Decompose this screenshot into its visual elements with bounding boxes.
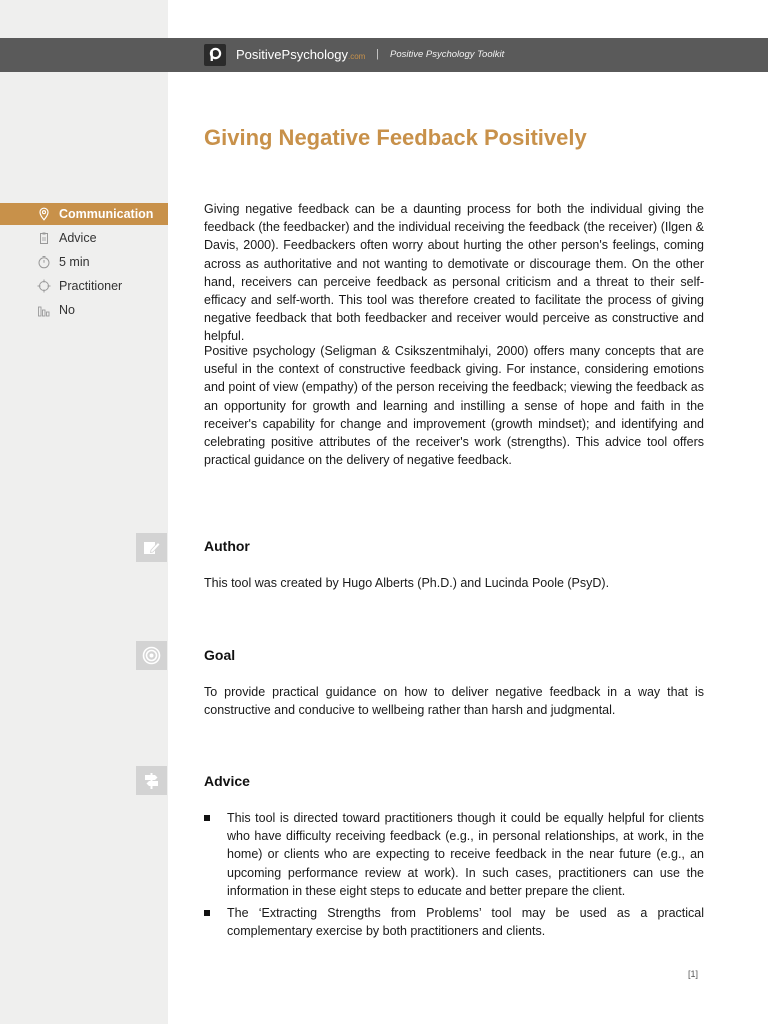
signpost-icon [136,766,167,795]
positivepsychology-logo-icon [204,44,226,66]
bullet-square-icon [204,815,210,821]
page-number: [1] [688,969,699,979]
advice-item-text: The ‘Extracting Strengths from Problems’ tool may be used as a practical complementary exercise by both practitioners and clients. [227,906,704,939]
intro-paragraph-1: Giving negative feedback can be a daunting process for both the individual giving the feedback (the feedbacker) and the individual receiving the feedback (the receiver) (Ilgen & Davis, 2000). Feedbackers often worry about hurting the other person's feelings, coming across as authoritative and not wanting to demotivate or discourage them. On the other hand, receivers can perceive feedback as personal criticism and a threat to their self-efficacy and self-worth. This tool was therefore created to facilitate the process of giving negative feedback that both feedbacker and receiver would perceive as constructive and helpful. [204,202,704,344]
brand-name [236,47,365,62]
intro-paragraph-2: Positive psychology (Seligman & Csikszentmihalyi, 2000) offers many concepts that are useful in the context of constructive feedback giving. For instance, considering emotions and point of view (empathy) of the person receiving the feedback; viewing the feedback as an opportunity for growth and learning and instilling a sense of hope and faith in the receiver's capability for change and improvement (growth mindset); and identifying and celebrating positive attributes of the receiver's work (strengths). This advice tool offers practical guidance on the delivery of negative feedback. [204,344,704,468]
goal-text: To provide practical guidance on how to deliver negative feedback in a way that is constructive and conducive to wellbeing rather than harsh and judgmental. [204,685,704,718]
header-separator: | [376,48,379,60]
meta-item-type [0,227,168,249]
author-heading: Author [204,538,250,554]
meta-label-category: Communication [59,207,154,221]
meta-label-scoring: No [59,303,75,317]
bar-chart-icon [37,303,51,317]
map-pin-icon [37,207,51,221]
list-item [204,809,704,900]
bullet-square-icon [204,910,210,916]
meta-label-duration: 5 min [59,255,90,269]
meta-item-duration [0,251,168,273]
meta-item-category [0,203,168,225]
target-icon [136,641,167,670]
toolkit-label: Positive Psychology Toolkit [390,49,505,60]
clipboard-icon [37,231,51,245]
pencil-note-icon [136,533,167,562]
stopwatch-icon [37,255,51,269]
top-bar [0,38,768,72]
meta-item-audience [0,275,168,297]
tool-meta-list [0,203,168,321]
brand-suffix: .com [348,52,366,61]
advice-list [204,809,704,940]
page-title: Giving Negative Feedback Positively [204,125,587,150]
advice-item-text: This tool is directed toward practitioners though it could be equally helpful for clients who have difficulty receiving feedback (e.g., in personal relationships, at work, in the home) or clients who are expecting to receive feedback in the near future (e.g., an upcoming performance review at work). In such cases, practitioners can use the information in these eight steps to educate and better prepare the client. [227,811,704,898]
goal-heading: Goal [204,647,236,663]
crosshair-icon [37,279,51,293]
meta-label-audience: Practitioner [59,279,123,293]
brand-name-text: PositivePsychology [236,47,348,62]
meta-label-type: Advice [59,231,97,245]
list-item [204,904,704,940]
advice-heading: Advice [204,773,250,789]
author-text: This tool was created by Hugo Alberts (Ph.D.) and Lucinda Poole (PsyD). [204,576,610,590]
meta-item-scoring [0,299,168,321]
sidebar [0,0,168,1024]
